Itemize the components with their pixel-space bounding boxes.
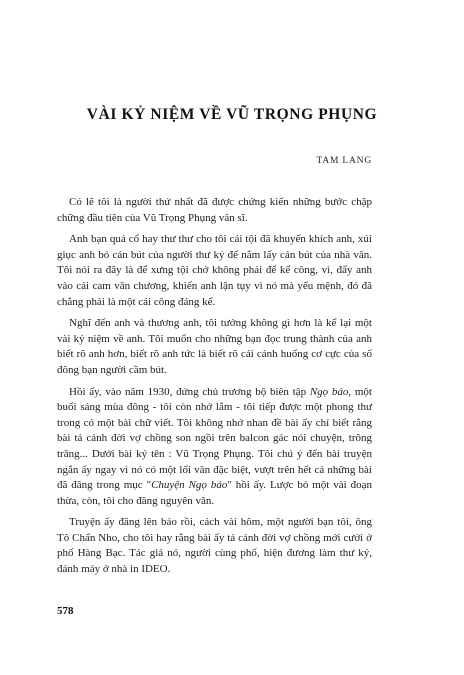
text-run: Nghĩ đến anh và thương anh, tôi tưởng không gì hơn là kể lại một vài kỷ niệm về anh. Tôi muốn cho những bạn đọc trung thành của anh biết rõ anh hơn, biết rõ anh tức là biết rõ cái cảnh huống cơ cực của số đông bạn người cầm bút. bbox=[57, 317, 372, 376]
text-run: Có lẽ tôi là người thứ nhất đã được chứng kiến những bước chập chững đầu tiên của Vũ Trọng Phụng văn sĩ. bbox=[57, 196, 372, 224]
paragraph bbox=[57, 385, 372, 510]
text-run: Anh bạn quá cố hay thư thư cho tôi cái tội đã khuyến khích anh, xúi giục anh bỏ cán bút của người thư ký để nắm lấy cán bút của nhà văn. Tôi nói ra đây là để xưng tội chớ không phải để kể công, vì, đẩy anh vào cái cam văn chương, khiến anh lận tụy vì nó mà yểu mệnh, đó đã chẳng phải là một cái công đáng kể. bbox=[57, 233, 372, 308]
author-name: TAM LANG bbox=[316, 156, 372, 166]
text-run: Hồi ấy, vào năm 1930, đứng chủ trương bộ biên tập bbox=[69, 385, 310, 398]
paragraph bbox=[57, 515, 372, 577]
paragraph bbox=[57, 195, 372, 226]
italic-text: Ngọ báo bbox=[309, 385, 349, 398]
paragraph bbox=[57, 232, 372, 310]
paragraph bbox=[57, 316, 372, 378]
text-run: , một buổi sáng mùa đông - tôi còn nhớ lắm - tôi tiếp được một phong thư trong có một bài chữ viết. Tôi không nhớ nhan đề bài ấy chỉ biết rằng bài tả cảnh đời vợ chồng son ngồi trên balcon gác nói chuyện, trông trăng... Dưới bài ký tên : Vũ Trọng Phụng. Tôi chú ý đến bài truyện ngắn ấy ngay vì nó có một lối văn đặc biệt, vượt trên hết cả những bài đã đăng trong mục " bbox=[57, 385, 372, 492]
body-text bbox=[57, 195, 372, 584]
italic-text: Chuyện Ngọ báo bbox=[151, 479, 228, 492]
chapter-title: VÀI KỶ NIỆM VỀ VŨ TRỌNG PHỤNG bbox=[86, 106, 378, 123]
text-run: Truyện ấy đăng lên báo rồi, cách vài hôm, một người bạn tôi, ông Tô Chấn Nho, cho tôi hay rằng bài ấy tả cảnh đời vợ chồng mới cưới ở phố Hàng Bạc. Tác giả nó, người cùng phố, hiện đương làm thư ký, đánh máy ở nhà in IDEO. bbox=[57, 516, 372, 576]
text-run: " hồi ấy. Lược bỏ một vài đoạn thừa, còn, tôi cho đăng nguyên văn. bbox=[57, 479, 372, 507]
page-number: 578 bbox=[57, 605, 74, 617]
